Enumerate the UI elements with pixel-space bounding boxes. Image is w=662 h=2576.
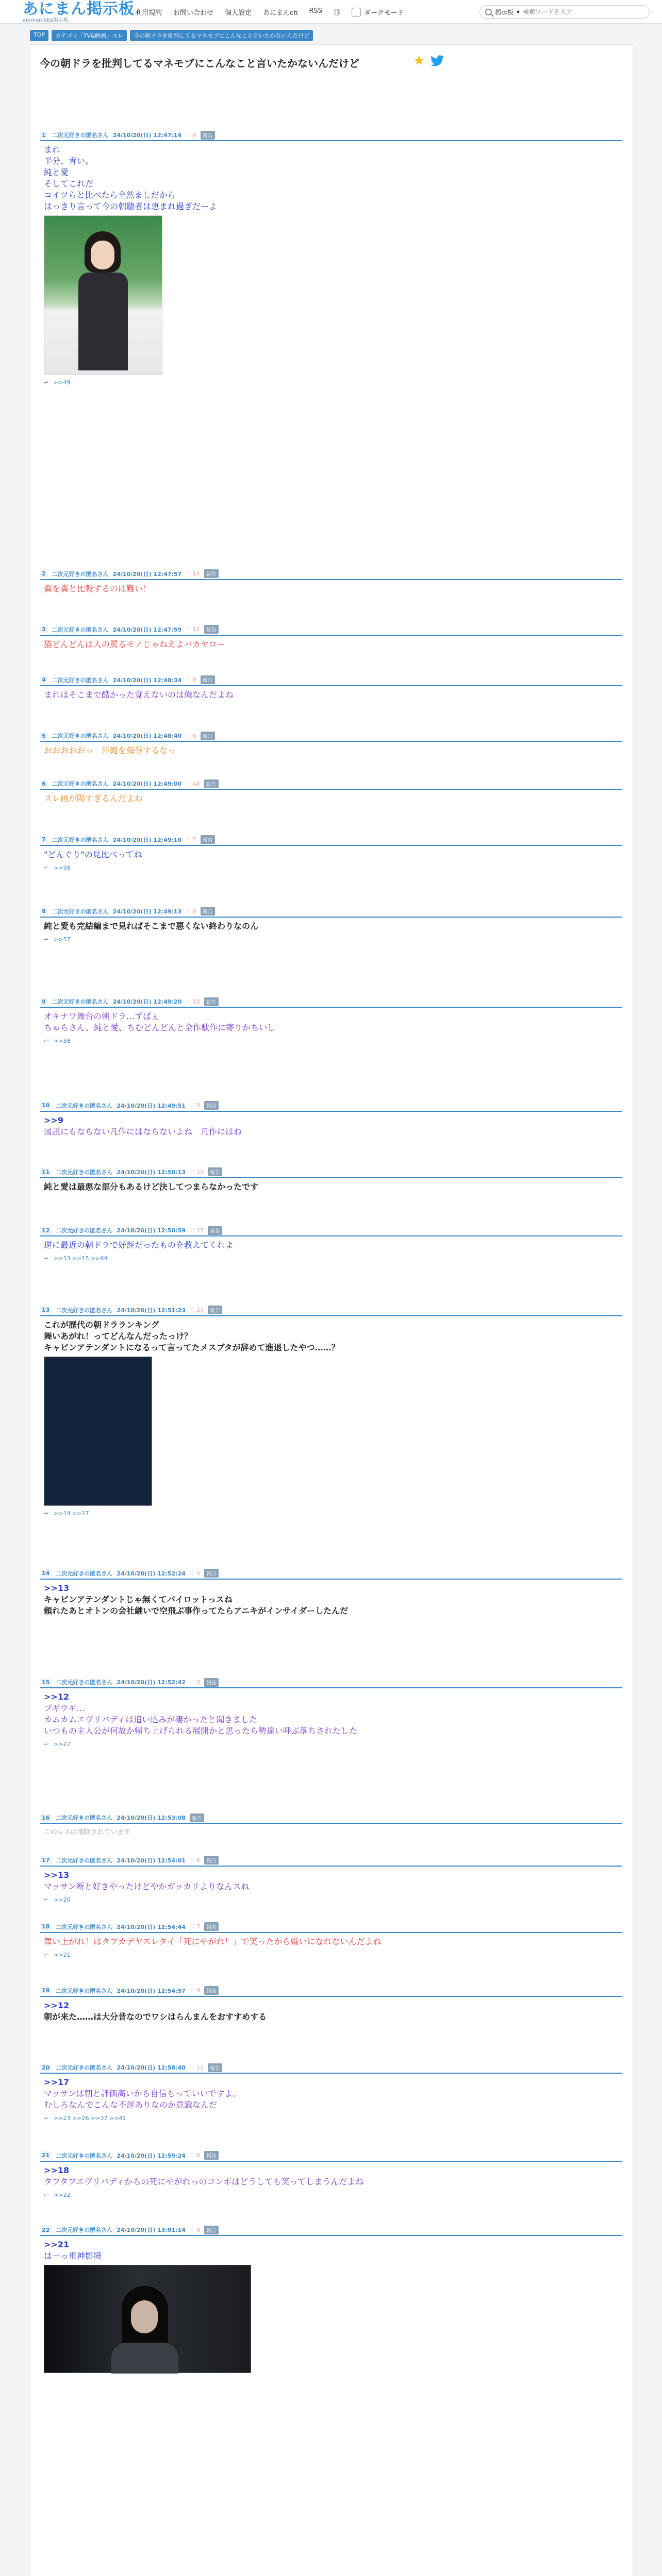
image-body xyxy=(111,2343,178,2374)
post-text-line: そしてこれだ xyxy=(44,179,94,189)
search-icon[interactable] xyxy=(485,9,492,15)
post-header xyxy=(40,835,622,846)
reply-links xyxy=(40,2115,622,2122)
post xyxy=(40,1677,622,1748)
post xyxy=(40,1100,622,1138)
like-count[interactable]: ♡ 0 xyxy=(189,1679,201,1686)
post-date: 24/10/20(日) 12:52:42 xyxy=(117,1679,186,1686)
reply-icon[interactable]: ↩ xyxy=(44,2115,49,2122)
site-logo[interactable] xyxy=(23,1,135,23)
reply-icon[interactable]: ↩ xyxy=(44,379,49,386)
nav-rss[interactable]: RSS xyxy=(309,7,322,15)
post-text-line: キャビンアテンダントじゃ無くてパイロットっスね xyxy=(44,1594,233,1604)
post-text-line: マッサンは朝と評価高いから自信もっていいですよ。 xyxy=(44,2089,241,2099)
post xyxy=(40,1305,622,1517)
post-body xyxy=(40,580,622,595)
report-button[interactable]: 報告 xyxy=(201,907,215,916)
reply-anchor-link[interactable]: >>17 xyxy=(44,2077,70,2088)
post-number[interactable]: 20 xyxy=(40,2064,52,2072)
post-body xyxy=(40,1316,622,1353)
reply-icon[interactable]: ↩ xyxy=(44,1951,49,1958)
post xyxy=(40,1568,622,1617)
post-header xyxy=(40,1922,622,1933)
post-number[interactable]: 19 xyxy=(40,1987,52,1994)
post-body xyxy=(40,2074,622,2111)
reply-links xyxy=(40,1038,622,1044)
post-text-line: スレ画が陽すぎるんだよね xyxy=(44,793,143,804)
post-text-line: コイツらと比べたら全然ましだから xyxy=(44,190,176,200)
post-number[interactable]: 5 xyxy=(40,732,48,740)
post-date: 24/10/20(日) 12:54:57 xyxy=(117,1987,186,1994)
poster-name: 二次元好きの匿名さん xyxy=(52,998,109,1006)
post-text-line: 逆に最近の朝ドラで好評だったものを教えてくれよ xyxy=(44,1240,234,1250)
favorite-star-icon[interactable]: ★ xyxy=(413,53,425,69)
report-button[interactable]: 報告 xyxy=(204,779,219,788)
post-body xyxy=(40,1867,622,1892)
logo-subtext: animan bbs掲示板 xyxy=(23,18,69,23)
reply-anchor-link[interactable]: >>9 xyxy=(44,1115,63,1125)
post-header xyxy=(40,731,622,742)
post-text-line: 舞い上がれ！はタフカデヤスレタイ「死にやがれ！」で笑ったから嫌いになれないんだよね xyxy=(44,1936,382,1946)
post-body xyxy=(40,1236,622,1251)
post-number[interactable]: 16 xyxy=(40,1814,52,1822)
post-body xyxy=(40,2162,622,2188)
reply-links xyxy=(40,1896,622,1903)
reply-anchor-link[interactable]: >>13 xyxy=(44,1870,70,1880)
post-date: 24/10/20(日) 12:54:44 xyxy=(117,1923,186,1930)
post-text-line: まれ xyxy=(44,145,61,155)
post-body xyxy=(40,1933,622,1947)
post-header xyxy=(40,1225,622,1236)
post-number[interactable]: 2 xyxy=(40,570,48,578)
post-date: 24/10/20(日) 12:59:24 xyxy=(117,2152,186,2159)
post-body xyxy=(40,1824,622,1838)
post-text-line: いつもの主人公が何故か帰ち上げられる展開かと思ったら勢違い呼ぶ落ちされたした xyxy=(44,1726,358,1736)
like-count[interactable]: ♡ 48 xyxy=(186,780,200,787)
reply-link-list[interactable]: >>23 >>26 >>37 >>41 xyxy=(54,2115,126,2122)
post-text-line: 図説にもならない凡作にはならないよね 凡作にはね xyxy=(44,1126,242,1137)
post xyxy=(40,731,622,756)
post-number[interactable]: 12 xyxy=(40,1227,52,1234)
site-header xyxy=(0,0,662,24)
like-count[interactable]: ♡ 17 xyxy=(189,1227,204,1234)
post-header xyxy=(40,778,622,790)
post-body xyxy=(40,686,622,701)
report-button[interactable]: 報告 xyxy=(201,732,215,740)
reply-links xyxy=(40,1510,622,1517)
post-text-line: これが歴代の朝ドラランキング xyxy=(44,1319,159,1330)
report-button[interactable]: 報告 xyxy=(201,835,215,844)
post-header xyxy=(40,130,622,141)
poster-name: 二次元好きの匿名さん xyxy=(52,733,109,740)
post-number[interactable]: 13 xyxy=(40,1306,52,1314)
nav-settings[interactable]: 個人設定 xyxy=(225,9,252,17)
post-text-line: おおおおおっ 沖縄を侮辱するなっ xyxy=(44,745,176,756)
like-count[interactable]: ♡ 0 xyxy=(186,908,196,915)
post-body xyxy=(40,918,622,932)
post-text-line: 半分、青い。 xyxy=(44,156,94,166)
post-text-line: このレスは削除されています xyxy=(44,1828,131,1837)
like-count[interactable]: ♡ 7 xyxy=(189,1923,201,1930)
poster-name: 二次元好きの匿名さん xyxy=(56,1679,113,1686)
poster-name: 二次元好きの匿名さん xyxy=(56,2227,113,2234)
post-header xyxy=(40,1167,622,1178)
like-count[interactable]: ♡ 0 xyxy=(189,1102,201,1109)
poster-name: 二次元好きの匿名さん xyxy=(52,781,109,788)
reply-link-list[interactable]: >>13 >>15 >>64 xyxy=(54,1255,108,1262)
reply-link-list[interactable]: >>20 xyxy=(54,1896,71,1903)
poster-name: 二次元好きの匿名さん xyxy=(52,836,109,843)
post-date: 24/10/20(日) 13:01:14 xyxy=(117,2227,186,2234)
nav-extra[interactable]: ⑮ xyxy=(333,9,340,17)
post-number[interactable]: 11 xyxy=(40,1168,52,1176)
report-button[interactable]: 報告 xyxy=(204,1678,219,1687)
post-date: 24/10/20(日) 12:48:40 xyxy=(112,733,182,740)
post-body xyxy=(40,1580,622,1617)
post xyxy=(40,835,622,871)
post-number[interactable]: 15 xyxy=(40,1679,52,1686)
image-face xyxy=(131,2300,158,2333)
post xyxy=(40,624,622,650)
post-date: 24/10/20(日) 12:53:08 xyxy=(117,1815,186,1822)
reply-links xyxy=(40,865,622,871)
like-count[interactable]: ♡ 13 xyxy=(189,1168,204,1176)
post-header xyxy=(40,1855,622,1867)
like-count[interactable]: ♡ 18 xyxy=(186,998,200,1005)
poster-name: 二次元好きの匿名さん xyxy=(56,1307,113,1314)
post-number[interactable]: 1 xyxy=(40,131,48,139)
report-button[interactable]: 報告 xyxy=(204,1922,219,1931)
report-button[interactable]: 報告 xyxy=(204,997,219,1006)
post-header xyxy=(40,906,622,918)
post xyxy=(40,1855,622,1903)
post-text-line: キャビンアテンダントになるって言ってたメスブタが辞めて進退したやつ……？ xyxy=(44,1342,340,1352)
post-text-line: は一っ重神影境 xyxy=(44,2251,102,2261)
search-bar[interactable] xyxy=(479,5,650,19)
like-count[interactable]: ♡ 6 xyxy=(189,1857,201,1864)
post-header xyxy=(40,2225,622,2236)
post-image-actress[interactable] xyxy=(44,215,162,375)
post-number[interactable]: 4 xyxy=(40,676,48,684)
dark-mode-toggle[interactable] xyxy=(352,7,404,17)
report-button[interactable]: 報告 xyxy=(208,1226,222,1235)
report-button[interactable]: 報告 xyxy=(204,625,219,634)
post-body xyxy=(40,1008,622,1033)
breadcrumb-top[interactable]: TOP xyxy=(30,30,48,41)
post-text-line: 舞いあがれ！ってどんなんだったっけ？ xyxy=(44,1331,193,1341)
dark-mode-label: ダークモード xyxy=(364,9,404,17)
poster-name: 二次元好きの匿名さん xyxy=(56,1102,113,1109)
reply-link-list[interactable]: >>22 xyxy=(54,2191,71,2198)
post-text-line: カムカムエヴリバディは追い込みが凄かったと聞きました xyxy=(44,1715,258,1725)
post xyxy=(40,2062,622,2122)
reply-icon[interactable]: ↩ xyxy=(44,1741,49,1748)
post-number[interactable]: 10 xyxy=(40,1101,52,1109)
top-nav xyxy=(135,7,404,17)
like-count[interactable]: ♡ 6 xyxy=(186,732,196,739)
breadcrumb-thread[interactable]: 今の朝ドラを批判してるマネモブにこんなこと言いたかないんだけど xyxy=(130,30,313,41)
dark-mode-checkbox[interactable] xyxy=(352,8,361,17)
nav-contact[interactable]: お問い合わせ xyxy=(173,9,214,17)
post-header xyxy=(40,1677,622,1688)
report-button[interactable]: 報告 xyxy=(208,2063,222,2072)
post xyxy=(40,1812,622,1838)
post xyxy=(40,569,622,595)
post-date: 24/10/20(日) 12:58:40 xyxy=(117,2064,186,2072)
report-button[interactable]: 報告 xyxy=(208,1306,222,1314)
poster-name: 二次元好きの匿名さん xyxy=(56,1923,113,1930)
post-body xyxy=(40,1112,622,1138)
post-body xyxy=(40,141,622,212)
breadcrumb xyxy=(30,30,313,41)
report-button[interactable]: 報告 xyxy=(190,1814,204,1822)
reply-anchor-link[interactable]: >>12 xyxy=(44,1692,70,1702)
post-date: 24/10/20(日) 12:49:20 xyxy=(112,998,182,1006)
post-date: 24/10/20(日) 12:47:14 xyxy=(112,132,182,139)
report-button[interactable]: 報告 xyxy=(204,1986,219,1995)
post-header xyxy=(40,1305,622,1316)
reply-icon[interactable]: ↩ xyxy=(44,864,49,871)
report-button[interactable]: 報告 xyxy=(204,2151,219,2160)
reply-link-list[interactable]: >>58 xyxy=(54,1038,71,1045)
report-button[interactable]: 報告 xyxy=(204,2226,219,2234)
post-text-line: マッサン断と好きやったけどやかガッカリよりなんスね xyxy=(44,1881,250,1891)
like-count[interactable]: ♡ 11 xyxy=(189,2064,204,2071)
post-text-line: ブギウギ… xyxy=(44,1703,85,1714)
post-body xyxy=(40,1178,622,1193)
post-date: 24/10/20(日) 12:50:13 xyxy=(117,1168,186,1176)
reply-link-list[interactable]: >>21 xyxy=(54,1951,71,1958)
post-date: 24/10/20(日) 12:54:01 xyxy=(117,1857,186,1864)
post-header xyxy=(40,1100,622,1112)
like-count[interactable]: ♡ 8 xyxy=(189,2226,201,2233)
like-count[interactable]: ♡ 23 xyxy=(189,1307,204,1314)
like-count[interactable]: ♡ 9 xyxy=(186,676,196,684)
post xyxy=(40,1986,622,2023)
post-body xyxy=(40,742,622,756)
post-body xyxy=(40,790,622,804)
like-count[interactable]: ♡ 5 xyxy=(186,836,196,843)
like-count[interactable]: ♡ 14 xyxy=(186,570,200,578)
reply-anchor-link[interactable]: >>21 xyxy=(44,2240,70,2250)
post-text-line: むしろなんでこんな不評ありなのか意識なんだ xyxy=(44,2100,218,2110)
report-button[interactable]: 報告 xyxy=(208,1167,222,1176)
post-number[interactable]: 14 xyxy=(40,1569,52,1577)
post-body xyxy=(40,1688,622,1737)
post-number[interactable]: 17 xyxy=(40,1856,52,1864)
poster-name: 二次元好きの匿名さん xyxy=(56,1857,113,1864)
image-body xyxy=(78,273,128,370)
reply-links xyxy=(40,936,622,943)
post-text-line: "どんぐり"の見比べってね xyxy=(44,849,142,859)
reply-anchor-link[interactable]: >>12 xyxy=(44,2000,70,2010)
post-image-still[interactable] xyxy=(44,2265,251,2373)
post-header xyxy=(40,1986,622,1997)
reply-links xyxy=(40,2192,622,2198)
post xyxy=(40,2150,622,2198)
post-body xyxy=(40,2236,622,2262)
report-button[interactable]: 報告 xyxy=(204,1856,219,1865)
post-text-line: オキナワ舞台の朝ドラ…ずばぇ xyxy=(44,1011,160,1022)
nav-animanch[interactable]: あにまんch xyxy=(263,9,298,17)
post-header xyxy=(40,2062,622,2074)
report-button[interactable]: 報告 xyxy=(204,1569,219,1578)
reply-anchor-link[interactable]: >>18 xyxy=(44,2165,70,2175)
like-count[interactable]: ♡ 6 xyxy=(189,2152,201,2159)
post-text-line: タフタフエヴリバディからの死にやがれっのコンボはどうしても笑ってしまうんだよね xyxy=(44,2176,364,2187)
post-number[interactable]: 3 xyxy=(40,625,48,633)
image-face xyxy=(91,241,114,269)
poster-name: 二次元好きの匿名さん xyxy=(52,626,109,633)
post xyxy=(40,778,622,804)
search-scope-select[interactable]: 掲示板 xyxy=(495,8,514,16)
reply-icon[interactable]: ↩ xyxy=(44,1038,49,1045)
report-button[interactable]: 報告 xyxy=(204,569,219,578)
post xyxy=(40,130,622,386)
nav-terms[interactable]: 利用規約 xyxy=(135,9,162,17)
reply-links xyxy=(40,1952,622,1958)
post-header xyxy=(40,569,622,580)
post-date: 24/10/20(日) 12:49:10 xyxy=(112,836,182,843)
reply-link-list[interactable]: >>14 >>17 xyxy=(54,1510,89,1517)
post-header xyxy=(40,2150,622,2162)
post-text-line: 頼れたあとオトンの会社継いで空飛ぶ事作ってたらアニキがインサイダーしたんだ xyxy=(44,1605,349,1616)
post-number[interactable]: 21 xyxy=(40,2151,52,2159)
post-number[interactable]: 22 xyxy=(40,2226,52,2234)
thread-title: 今の朝ドラを批判してるマネモブにこんなこと言いたかないんだけど xyxy=(40,57,359,70)
post xyxy=(40,2225,622,2377)
post-date: 24/10/20(日) 12:49:00 xyxy=(112,781,182,788)
reply-link-list[interactable]: >>98 xyxy=(54,864,71,871)
post xyxy=(40,675,622,701)
reply-link-list[interactable]: >>27 xyxy=(54,1741,71,1748)
post-text-line: ちゅらさん、純と愛、ちむどんどんと全作駄作に寄りかちいし xyxy=(44,1023,275,1033)
reply-icon[interactable]: ↩ xyxy=(44,1510,49,1517)
post-body xyxy=(40,636,622,650)
poster-name: 二次元好きの匿名さん xyxy=(56,2064,113,2072)
reply-icon[interactable]: ↩ xyxy=(44,1255,49,1262)
post-body xyxy=(40,846,622,860)
reply-links xyxy=(40,379,622,386)
post-number[interactable]: 9 xyxy=(40,998,48,1006)
post-date: 24/10/20(日) 12:47:59 xyxy=(112,626,182,633)
post-date: 24/10/20(日) 12:49:13 xyxy=(112,908,182,915)
reply-link-list[interactable]: >>57 xyxy=(54,936,71,943)
poster-name: 二次元好きの匿名さん xyxy=(56,1168,113,1176)
reply-links xyxy=(40,1255,622,1262)
post-header xyxy=(40,1812,622,1824)
post-text-line: 純と愛 xyxy=(44,167,69,178)
poster-name: 二次元好きの匿名さん xyxy=(56,1815,113,1822)
post-text-line: 純と愛は最悪な部分もあるけど決してつまらなかったです xyxy=(44,1181,259,1192)
post xyxy=(40,1922,622,1958)
reply-link-list[interactable]: >>49 xyxy=(54,379,71,386)
post-date: 24/10/20(日) 12:48:34 xyxy=(112,676,182,684)
twitter-share-icon[interactable] xyxy=(431,55,444,66)
like-count[interactable]: ♡ 5 xyxy=(189,1570,201,1577)
post xyxy=(40,1167,622,1193)
post-header xyxy=(40,624,622,636)
post-date: 24/10/20(日) 12:49:51 xyxy=(117,1102,186,1109)
post-text-line: 糞を糞と比較するのは難い！ xyxy=(44,583,152,594)
reply-icon[interactable]: ↩ xyxy=(44,1896,49,1903)
post-number[interactable]: 7 xyxy=(40,836,48,843)
post-number[interactable]: 18 xyxy=(40,1923,52,1930)
post-date: 24/10/20(日) 12:47:57 xyxy=(112,570,182,578)
poster-name: 二次元好きの匿名さん xyxy=(56,1570,113,1577)
post-header xyxy=(40,996,622,1008)
poster-name: 二次元好きの匿名さん xyxy=(56,1227,113,1234)
post xyxy=(40,906,622,943)
post-header xyxy=(40,1568,622,1580)
like-count[interactable]: ♡ 12 xyxy=(186,626,200,633)
chevron-down-icon[interactable]: ▾ xyxy=(517,8,520,15)
post-date: 24/10/20(日) 12:52:24 xyxy=(117,1570,186,1577)
post-date: 24/10/20(日) 12:50:59 xyxy=(117,1227,186,1234)
reply-icon[interactable]: ↩ xyxy=(44,2191,49,2198)
post-body xyxy=(40,1997,622,2023)
logo-text[interactable]: あにまん掲示板 xyxy=(23,0,135,18)
post-image-ranking[interactable] xyxy=(44,1357,152,1506)
poster-name: 二次元好きの匿名さん xyxy=(56,1987,113,1994)
post-text-line: 猫どんどんは人の罵るモノじゃねえよバカヤロー xyxy=(44,639,225,649)
thread-container xyxy=(30,44,633,2576)
poster-name: 二次元好きの匿名さん xyxy=(52,908,109,915)
post-text-line: はっきり言って今の朝聴者は恵まれ過ぎだーよ xyxy=(44,201,218,212)
post-date: 24/10/20(日) 12:51:23 xyxy=(117,1307,186,1314)
poster-name: 二次元好きの匿名さん xyxy=(52,132,109,139)
post-text-line: 純と愛も完結編まで見ればそこまで悪くない終わりなのん xyxy=(44,921,259,931)
reply-links xyxy=(40,1741,622,1748)
post xyxy=(40,1225,622,1262)
post-text-line: まれはそこまで酷かった覚えないのは俺なんだよね xyxy=(44,689,234,700)
like-count[interactable]: ♡ 6 xyxy=(186,131,196,139)
post-number[interactable]: 6 xyxy=(40,780,48,788)
breadcrumb-category[interactable]: カテゴリ「TV&映画」スレ xyxy=(52,30,127,41)
post-header xyxy=(40,675,622,686)
reply-icon[interactable]: ↩ xyxy=(44,936,49,943)
post xyxy=(40,996,622,1044)
poster-name: 二次元好きの匿名さん xyxy=(52,676,109,684)
search-input[interactable] xyxy=(523,8,644,15)
report-button[interactable]: 報告 xyxy=(204,1101,219,1110)
post-text-line: 朝が来た……は大分昔なのでワシはらんまんをおすすめする xyxy=(44,2011,267,2022)
post-number[interactable]: 8 xyxy=(40,907,48,915)
poster-name: 二次元好きの匿名さん xyxy=(56,2152,113,2159)
reply-anchor-link[interactable]: >>13 xyxy=(44,1583,70,1593)
poster-name: 二次元好きの匿名さん xyxy=(52,570,109,578)
report-button[interactable]: 報告 xyxy=(201,675,215,684)
like-count[interactable]: ♡ 9 xyxy=(189,1987,201,1994)
report-button[interactable]: 報告 xyxy=(201,131,215,140)
